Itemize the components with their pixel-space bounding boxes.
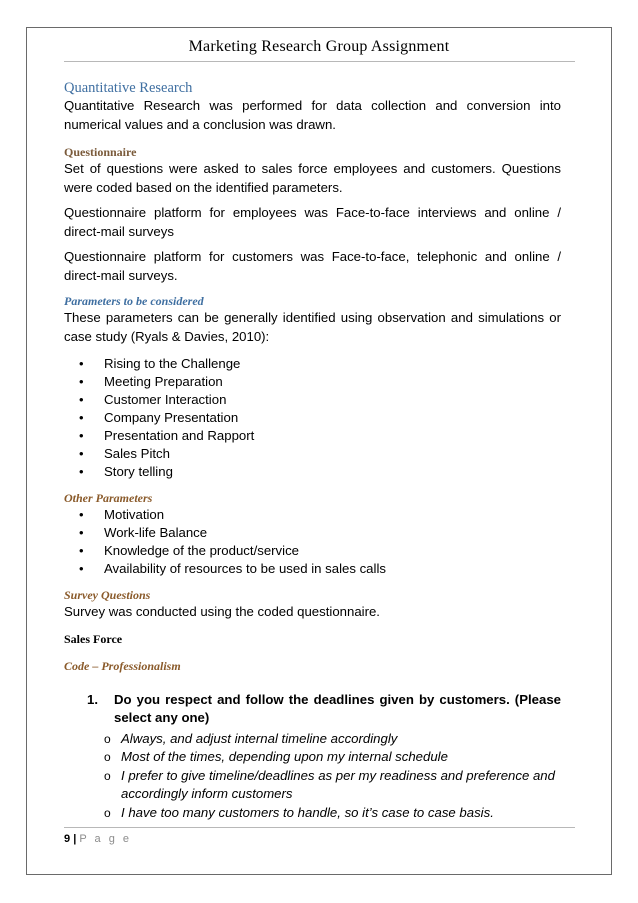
document-body [64, 79, 561, 822]
option-item: o I have too many customers to handle, so it’s case to case basis. [64, 804, 561, 823]
question-1-options [64, 730, 561, 823]
heading-sales-force: Sales Force [64, 631, 123, 646]
list-item: • Customer Interaction [64, 391, 561, 409]
paragraph-questionnaire-3: Questionnaire platform for customers was Face-to-face, telephonic and online / direct-mail surveys. [64, 249, 561, 283]
heading-questionnaire: Questionnaire [64, 145, 137, 159]
option-item: o Always, and adjust internal timeline accordingly [64, 730, 561, 749]
header-rule [64, 61, 575, 62]
list-item: • Meeting Preparation [64, 373, 561, 391]
paragraph-questionnaire-1: Set of questions were asked to sales force employees and customers. Questions were coded based on the identified parameters. [64, 161, 561, 195]
list-item: • Story telling [64, 463, 561, 481]
paragraph-parameters: These parameters can be generally identified using observation and simulations or case study (Ryals & Davies, 2010): [64, 310, 561, 344]
heading-quantitative-research: Quantitative Research [64, 80, 193, 96]
list-item: • Company Presentation [64, 409, 561, 427]
list-item: • Sales Pitch [64, 445, 561, 463]
paragraph-quantitative: Quantitative Research was performed for data collection and conversion into numerical values and a conclusion was drawn. [64, 98, 561, 132]
list-item: • Rising to the Challenge [64, 355, 561, 373]
paragraph-questionnaire-2: Questionnaire platform for employees was Face-to-face interviews and online / direct-mail surveys [64, 205, 561, 239]
parameters-list [64, 355, 561, 481]
other-parameters-list [64, 506, 561, 578]
paragraph-survey: Survey was conducted using the coded questionnaire. [64, 604, 380, 619]
question-1 [64, 691, 561, 728]
heading-code-professionalism: Code – Professionalism [64, 658, 181, 673]
heading-other-parameters: Other Parameters [64, 491, 153, 505]
heading-survey-questions: Survey Questions [64, 588, 151, 602]
footer-rule [64, 827, 575, 828]
list-item: • Knowledge of the product/service [64, 542, 561, 560]
page-footer [64, 833, 132, 845]
list-item: • Availability of resources to be used in sales calls [64, 560, 561, 578]
page-header: Marketing Research Group Assignment [188, 38, 450, 55]
list-item: • Presentation and Rapport [64, 427, 561, 445]
list-item: • Work-life Balance [64, 524, 561, 542]
option-item: o Most of the times, depending upon my internal schedule [64, 748, 561, 767]
page-label: P a g e [79, 833, 132, 845]
question-number: 1. [87, 691, 98, 707]
footer-separator: | [73, 833, 77, 845]
option-item: o I prefer to give timeline/deadlines as per my readiness and preference and accordingly inform customers [64, 767, 561, 804]
heading-parameters: Parameters to be considered [64, 294, 204, 308]
list-item: • Motivation [64, 506, 561, 524]
question-text: Do you respect and follow the deadlines given by customers. (Please select any one) [114, 691, 561, 725]
page-number: 9 [64, 833, 71, 845]
